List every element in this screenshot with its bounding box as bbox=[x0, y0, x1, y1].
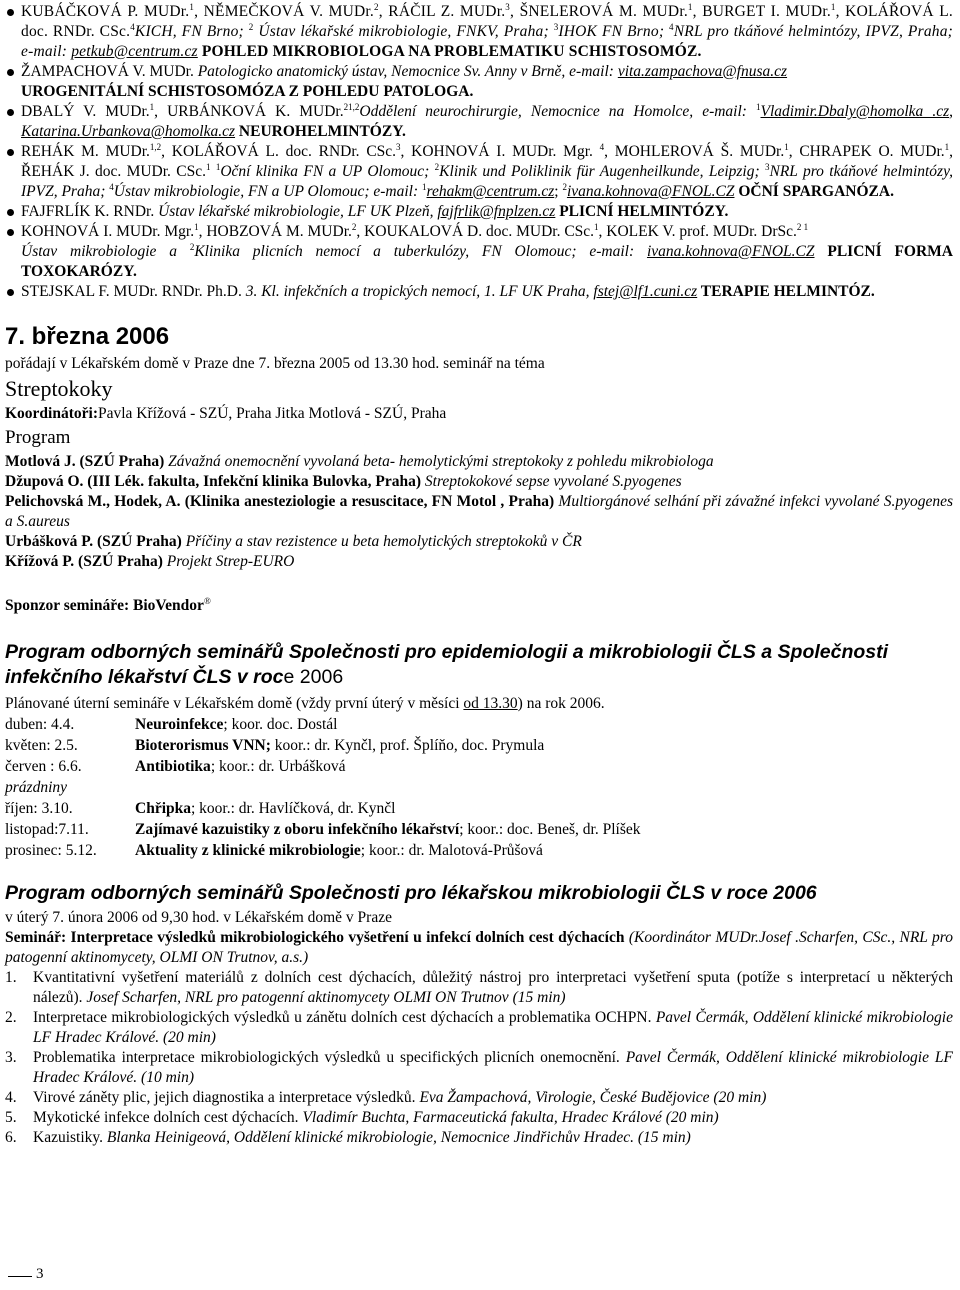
lek-seminar bbox=[5, 928, 953, 968]
item-text: Kvantitativní vyšetření materiálů z dolních cest dýchacích, důležitý nástroj pro interpretaci vyšetření sputa (potíže s interpretací u některých nálezů). bbox=[33, 969, 953, 1006]
abstract-title: PLICNÍ FORMA TOXOKARÓZY. bbox=[21, 243, 953, 280]
affil-sup: 1 bbox=[422, 182, 427, 192]
affil-sup: 1,2 bbox=[149, 142, 162, 152]
schedule-coord: ; koor.: doc. Beneš, dr. Plíšek bbox=[459, 821, 641, 838]
coordinators-label: Koordinátoři: bbox=[5, 405, 98, 422]
affiliation: Ústav lékařské mikrobiologie, LF UK Plzeň, bbox=[158, 203, 438, 220]
affil-sup: 1 bbox=[756, 102, 761, 112]
abstract-title: UROGENITÁLNÍ SCHISTOSOMÓZA Z POHLEDU PATOLOGA. bbox=[21, 83, 474, 100]
coordinators-value: Pavla Křížová - SZÚ, Praha Jitka Motlová - SZÚ, Praha bbox=[98, 405, 447, 422]
program-item bbox=[5, 532, 953, 552]
item-author: Josef Scharfen, NRL pro patogenní aktinomycety OLMI ON Trutnov (15 min) bbox=[86, 989, 566, 1006]
epi-heading-text: Program odborných seminářů Společnosti pro epidemiologii a mikrobiologii ČLS a Společnosti infekčního lékařství ČLS v roc bbox=[5, 641, 889, 688]
schedule-month: listopad:7.11. bbox=[5, 821, 89, 838]
email-link[interactable]: petkub@centrum.cz bbox=[71, 43, 198, 60]
program-author: Džupová O. (III Lék. fakulta, Infekční klinika Bulovka, Praha) bbox=[5, 473, 425, 490]
epi-program-heading bbox=[5, 640, 953, 690]
item-text: Problematika interpretace mikrobiologických výsledků u specifických plicních onemocnění. bbox=[33, 1049, 626, 1066]
program-title: Příčiny a stav rezistence u beta hemolytických streptokoků v ČR bbox=[185, 533, 582, 550]
separator: ; bbox=[554, 183, 563, 200]
lek-seminar-title: Seminář: Interpretace výsledků mikrobiologického vyšetření u infekcí dolních cest dýchacích bbox=[5, 929, 625, 946]
author: , KOHNOVÁ I. MUDr. Mgr. bbox=[400, 143, 600, 160]
numbered-item bbox=[5, 1008, 953, 1048]
schedule-month: červen : 6.6. bbox=[5, 758, 82, 775]
affil-sup: 2 1 bbox=[796, 222, 809, 232]
affil-sup: 2 bbox=[351, 222, 357, 232]
affil-sup: 4 bbox=[130, 22, 135, 32]
affil-sup: 21,2 bbox=[343, 102, 360, 112]
author: FAJFRLÍK K. RNDr. bbox=[21, 203, 159, 220]
email-link[interactable]: fajfrlik@fnplzen.cz bbox=[437, 203, 556, 220]
item-number: 2. bbox=[5, 1009, 17, 1026]
schedule-coord: ; koor.: dr. Urbášková bbox=[210, 758, 346, 775]
schedule-coord: koor.: dr. Kynčl, prof. Šplíňo, doc. Prymula bbox=[270, 737, 545, 754]
affil-sup: 1 bbox=[594, 222, 599, 232]
item-body bbox=[33, 1128, 953, 1148]
abstract-title: POHLED MIKROBIOLOGA NA PROBLEMATIKU SCHISTOSOMÓZ. bbox=[197, 43, 702, 60]
affil-sup: 4 bbox=[599, 142, 605, 152]
schedule-topic: Bioterorismus VNN; bbox=[135, 737, 271, 754]
schedule-topic: Zajímavé kazuistiky z oboru infekčního lékařství bbox=[135, 821, 460, 838]
author: , ŘEHÁK J. doc. MUDr. CSc. bbox=[21, 143, 953, 180]
abstract-title: NEUROHELMINTÓZY. bbox=[235, 123, 406, 140]
abstract-title: PLICNÍ HELMINTÓZY. bbox=[555, 203, 729, 220]
schedule-topic: Chřipka bbox=[135, 800, 191, 817]
program-item bbox=[5, 552, 953, 572]
affil-sup: 3 bbox=[553, 22, 559, 32]
schedule-topic: Neuroinfekce bbox=[135, 716, 224, 733]
program-title: Závažná onemocnění vyvolaná beta- hemolytickými streptokoky z pohledu mikrobiologa bbox=[168, 453, 714, 470]
sponsor-label: Sponzor semináře: BioVendor bbox=[5, 597, 204, 614]
email-link[interactable]: ivana.kohnova@FNOL.CZ bbox=[566, 183, 735, 200]
abstract-entry-3 bbox=[5, 102, 953, 142]
affil-sup: 1 bbox=[784, 142, 789, 152]
document-page bbox=[5, 2, 953, 1148]
item-body bbox=[33, 1088, 953, 1108]
author: , NĚMEČKOVÁ V. MUDr. bbox=[194, 3, 374, 20]
affil-sup: 3 bbox=[764, 162, 770, 172]
affiliation: KICH, FN Brno; bbox=[134, 23, 249, 40]
seminar-topic: Streptokoky bbox=[5, 376, 113, 401]
program-label: Program bbox=[5, 427, 71, 448]
epi-intro-text-end: ) na rok 2006. bbox=[517, 695, 605, 712]
item-body bbox=[33, 1108, 953, 1128]
epi-intro-time: od 13.30 bbox=[463, 695, 518, 712]
affiliation: NRL pro tkáňové helmintózy, IPVZ, Praha; bbox=[21, 163, 953, 200]
item-number: 6. bbox=[5, 1129, 17, 1146]
affil-sup: 1 bbox=[215, 162, 221, 172]
program-author: Urbášková P. (SZÚ Praha) bbox=[5, 533, 186, 550]
sponsor-line bbox=[5, 596, 953, 616]
page-number bbox=[8, 1266, 44, 1283]
schedule-entry bbox=[135, 798, 953, 819]
affiliation: Oční klinika FN a UP Olomouc; bbox=[220, 163, 435, 180]
item-body bbox=[33, 1048, 953, 1088]
abstract-entry-1 bbox=[5, 2, 953, 62]
email-link[interactable]: vita.zampachova@fnusa.cz bbox=[617, 63, 788, 80]
author: , KOUKALOVÁ D. doc. MUDr. CSc. bbox=[356, 223, 595, 240]
schedule-entry bbox=[135, 840, 953, 861]
author: , HOBZOVÁ M. MUDr. bbox=[198, 223, 352, 240]
page-number-text: 3 bbox=[36, 1266, 44, 1282]
author: , RÁČIL Z. MUDr. bbox=[378, 3, 506, 20]
author: , KOLEK V. prof. MUDr. DrSc. bbox=[598, 223, 797, 240]
item-author: Pavel Čermák, Oddělení klinické mikrobiologie LF Hradec Králové. (10 min) bbox=[33, 1049, 953, 1086]
schedule-entry bbox=[135, 756, 953, 777]
author: KUBÁČKOVÁ P. MUDr. bbox=[21, 3, 190, 20]
numbered-item bbox=[5, 1048, 953, 1088]
author: ŽAMPACHOVÁ V. MUDr. bbox=[21, 63, 198, 80]
affiliation: Ústav lékařské mikrobiologie, FNKV, Praha; bbox=[253, 23, 554, 40]
abstract-entry-2 bbox=[5, 62, 953, 102]
schedule-coord: ; koor. doc. Dostál bbox=[223, 716, 338, 733]
numbered-item bbox=[5, 1088, 953, 1108]
program-author: Motlová J. (SZÚ Praha) bbox=[5, 453, 169, 470]
affil-sup: 2 bbox=[434, 162, 440, 172]
registered-mark: ® bbox=[203, 596, 211, 606]
schedule-month: duben: 4.4. bbox=[5, 716, 75, 733]
email-link[interactable]: rehakm@centrum.cz bbox=[426, 183, 555, 200]
schedule-month: květen: 2.5. bbox=[5, 737, 78, 754]
schedule-month: říjen: 3.10. bbox=[5, 800, 73, 817]
schedule-entry bbox=[135, 819, 953, 840]
numbered-item bbox=[5, 968, 953, 1008]
affiliation: Patologicko anatomický ústav, Nemocnice Sv. Anny v Brně, e-mail: bbox=[197, 63, 618, 80]
abstract-title: TERAPIE HELMINTÓZ. bbox=[697, 283, 875, 300]
author: , URBÁNKOVÁ K. MUDr. bbox=[154, 103, 344, 120]
email-link[interactable]: Katarina.Urbankova@homolka.cz bbox=[21, 123, 236, 140]
affil-sup: 1 bbox=[194, 222, 199, 232]
affil-sup: 1 bbox=[687, 2, 693, 12]
author: DBALÝ V. MUDr. bbox=[21, 103, 150, 120]
item-text: Kazuistiky. bbox=[33, 1129, 107, 1146]
schedule-month: prosinec: 5.12. bbox=[5, 842, 97, 859]
program-item bbox=[5, 452, 953, 472]
program-title: Multiorgánové selhání při závažné infekci vyvolané S.pyogenes a S.aureus bbox=[5, 493, 953, 530]
seminar-program-list bbox=[5, 452, 953, 572]
item-author: Pavel Čermák, Oddělení klinické mikrobiologie LF Hradec Králové. (20 min) bbox=[33, 1009, 953, 1046]
schedule-entry bbox=[135, 735, 953, 756]
item-number: 4. bbox=[5, 1089, 17, 1106]
item-text: Virové záněty plic, jejich diagnostika a interpretace výsledků. bbox=[33, 1089, 420, 1106]
affiliation: Ústav mikrobiologie, FN a UP Olomouc; e-mail: bbox=[113, 183, 422, 200]
program-title: Streptokokové sepse vyvolané S.pyogenes bbox=[424, 473, 682, 490]
affiliation: 3. Kl. infekčních a tropických nemocí, 1. LF UK Praha, bbox=[245, 283, 594, 300]
item-number: 5. bbox=[5, 1109, 17, 1126]
affiliation: IHOK FN Brno; bbox=[558, 23, 670, 40]
email-link[interactable]: fstej@lf1.cuni.cz bbox=[593, 283, 698, 300]
author: , KOLÁŘOVÁ L. doc. RNDr. CSc. bbox=[21, 3, 953, 40]
affil-sup: 3 bbox=[396, 142, 401, 152]
epi-intro-text: Plánované úterní semináře v Lékařském domě (vždy první úterý v měsíci bbox=[5, 695, 464, 712]
affiliation: Klinika plicních nemocí a tuberkulózy, FN Olomouc; e-mail: bbox=[194, 243, 647, 260]
separator: , bbox=[949, 103, 954, 120]
schedule-holiday: prázdniny bbox=[5, 779, 67, 796]
schedule-topic: Aktuality z klinické mikrobiologie bbox=[135, 842, 361, 859]
affil-sup: 2 bbox=[374, 2, 379, 12]
program-author: Pelichovská M., Hodek, A. (Klinika anesteziologie a resuscitace, FN Motol , Praha) bbox=[5, 493, 559, 510]
item-author: Eva Žampachová, Virologie, České Budějovice (20 min) bbox=[419, 1089, 767, 1106]
affil-sup: 1 bbox=[830, 2, 836, 12]
schedule-entry bbox=[135, 714, 953, 735]
epi-heading-tail: e 2006 bbox=[283, 666, 344, 688]
affiliation: Oddělení neurochirurgie, Nemocnice na Homolce, e-mail: bbox=[359, 103, 757, 120]
program-item bbox=[5, 472, 953, 492]
lek-program-list bbox=[5, 968, 953, 1148]
author: STEJSKAL F. MUDr. RNDr. Ph.D. bbox=[21, 283, 246, 300]
affil-sup: 2 bbox=[248, 22, 254, 32]
author: , CHRAPEK O. MUDr. bbox=[788, 143, 945, 160]
seminar-coordinators bbox=[5, 404, 953, 424]
item-text: Interpretace mikrobiologických výsledků u zánětu dolních cest dýchacích a problematika OCHPN. bbox=[33, 1009, 656, 1026]
numbered-item bbox=[5, 1128, 953, 1148]
schedule-topic: Antibiotika bbox=[135, 758, 211, 775]
author: , KOLÁŘOVÁ L. doc. RNDr. CSc. bbox=[161, 143, 397, 160]
date-heading: 7. března 2006 bbox=[5, 323, 170, 350]
item-number: 1. bbox=[5, 969, 17, 986]
email-link[interactable]: ivana.kohnova@FNOL.CZ bbox=[646, 243, 815, 260]
item-author: Blanka Heinigeová, Oddělení klinické mikrobiologie, Nemocnice Jindřichův Hradec. (15 min) bbox=[106, 1129, 691, 1146]
item-author: Vladimír Buchta, Farmaceutická fakulta, Hradec Králové (20 min) bbox=[302, 1109, 719, 1126]
affiliation: NRL pro tkáňové helmintózy, IPVZ, Praha; e-mail: bbox=[21, 23, 954, 60]
program-author: Křížová P. (SZÚ Praha) bbox=[5, 553, 167, 570]
numbered-item bbox=[5, 1108, 953, 1128]
affil-sup: 2 bbox=[189, 242, 195, 252]
epi-intro bbox=[5, 694, 953, 714]
author: KOHNOVÁ I. MUDr. Mgr. bbox=[21, 223, 195, 240]
affil-sup: 1 bbox=[944, 142, 950, 152]
affil-sup: 4 bbox=[109, 182, 114, 192]
item-number: 3. bbox=[5, 1049, 17, 1066]
affiliation: Klinik und Poliklinik für Augenheilkunde, Leipzig; bbox=[439, 163, 765, 180]
item-body bbox=[33, 968, 953, 1008]
author: , MOHLEROVÁ Š. MUDr. bbox=[604, 143, 785, 160]
schedule-coord: ; koor.: dr. Malotová-Průšová bbox=[360, 842, 543, 859]
author: REHÁK M. MUDr. bbox=[21, 143, 150, 160]
abstract-title: OČNÍ SPARGANÓZA. bbox=[734, 183, 894, 200]
abstract-entry-6 bbox=[5, 222, 953, 282]
item-body bbox=[33, 1008, 953, 1048]
lek-program-heading: Program odborných seminářů Společnosti pro lékařskou mikrobiologii ČLS v roce 2006 bbox=[5, 882, 817, 904]
abstract-entry-5 bbox=[5, 202, 953, 222]
lek-date-line: v úterý 7. února 2006 od 9,30 hod. v Lékařském domě v Praze bbox=[5, 909, 392, 926]
email-link[interactable]: Vladimir.Dbaly@homolka .cz bbox=[760, 103, 950, 120]
affiliation: Ústav mikrobiologie a bbox=[21, 243, 190, 260]
affil-sup: 1 bbox=[206, 162, 211, 172]
lek-seminar-coord: (Koordinátor MUDr.Josef .Scharfen, CSc., NRL pro patogenní aktinomycety, OLMI ON Trutnov, a.s.) bbox=[5, 929, 953, 966]
affil-sup: 1 bbox=[149, 102, 155, 112]
author: , ŠNELEROVÁ M. MUDr. bbox=[510, 3, 688, 20]
abstract-entry-7 bbox=[5, 282, 953, 302]
program-item bbox=[5, 492, 953, 532]
author: , BURGET I. MUDr. bbox=[692, 3, 831, 20]
affil-sup: 3 bbox=[505, 2, 510, 12]
affil-sup: 4 bbox=[669, 22, 674, 32]
seminar-intro: pořádají v Lékařském domě v Praze dne 7. března 2005 od 13.30 hod. seminář na téma bbox=[5, 355, 545, 372]
affil-sup: 1 bbox=[189, 2, 195, 12]
epi-schedule bbox=[5, 714, 953, 861]
program-title: Projekt Strep-EURO bbox=[166, 553, 295, 570]
item-text: Mykotické infekce dolních cest dýchacích. bbox=[33, 1109, 303, 1126]
abstract-entry-4 bbox=[5, 142, 953, 202]
affil-sup: 2 bbox=[562, 182, 567, 192]
schedule-coord: ; koor.: dr. Havlíčková, dr. Kynčl bbox=[191, 800, 396, 817]
